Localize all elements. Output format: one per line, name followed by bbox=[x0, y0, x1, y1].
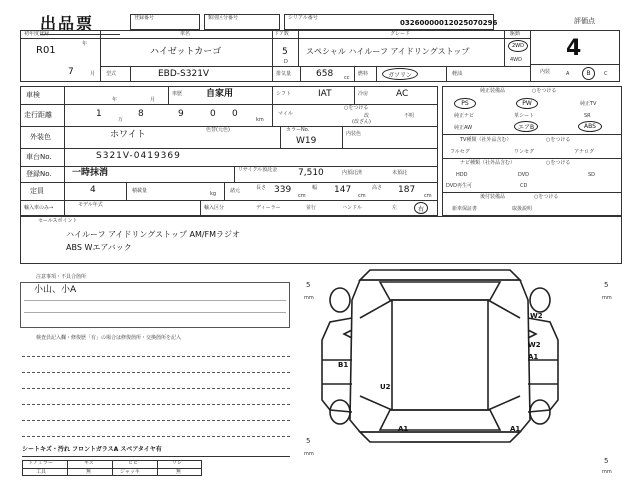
mark-u2: U2 bbox=[380, 383, 391, 391]
tread-fl: 5 bbox=[306, 281, 311, 289]
manual-label: 取扱説明 bbox=[512, 206, 533, 212]
mark-a1-bottom-left: A1 bbox=[398, 425, 409, 433]
navi-dvd-play: DVD再生可 bbox=[446, 183, 473, 189]
tread-fr-mm: mm bbox=[602, 295, 612, 301]
interior-b-circle: B bbox=[582, 67, 595, 80]
year-unit: 年 bbox=[82, 41, 88, 47]
mark-a1-bottom-right: A1 bbox=[510, 425, 521, 433]
navi-sd: SD bbox=[588, 172, 596, 178]
inspection-label: 車検 bbox=[26, 91, 40, 99]
mileage-digit-2: 8 bbox=[138, 109, 144, 119]
ext-color-label: 外装色 bbox=[30, 133, 51, 141]
recycle-paid: 内預託済 bbox=[342, 170, 363, 176]
width-value: 147 bbox=[334, 185, 352, 195]
drive-2wd-circle: 2WD bbox=[508, 40, 528, 52]
model-value: EBD-S321V bbox=[158, 69, 210, 79]
mark-w2-upper: W2 bbox=[530, 312, 543, 320]
sales-line-2: ABS Wエアバック bbox=[66, 243, 132, 252]
color-change-label: 色替(元色) bbox=[206, 127, 230, 133]
import-label: 輸入車のみ→ bbox=[24, 205, 54, 211]
seat-note: シートキズ・汚れ フロントガラスA スペアタイヤ有 bbox=[22, 446, 162, 453]
chassis-value: S321V-0419369 bbox=[96, 151, 181, 161]
reg-number-label: 登録番号 bbox=[134, 15, 155, 21]
fuel-light-oil: 軽油 bbox=[452, 71, 463, 77]
bt-h-crack: ヒビ bbox=[128, 460, 139, 466]
tread-fr: 5 bbox=[604, 281, 609, 289]
unknown-label: 不明 bbox=[404, 113, 415, 119]
tamper-label: 改 bbox=[364, 113, 370, 119]
dealer-label: ディーラー bbox=[256, 205, 281, 211]
shift-label: シフト bbox=[276, 91, 292, 97]
ext-color-value: ホワイト bbox=[110, 130, 146, 140]
car-name-label: 車名 bbox=[180, 31, 191, 37]
mileage-digit-1: 1 bbox=[96, 109, 102, 119]
recycle-value: 7,510 bbox=[298, 168, 324, 178]
grade-score: 4 bbox=[566, 36, 582, 61]
tread-fl-mm: mm bbox=[304, 295, 314, 301]
first-reg-label: 初年度登録 bbox=[24, 31, 50, 37]
recycle-unpaid: 未預託 bbox=[392, 170, 408, 176]
mileage-man: 万 bbox=[118, 117, 124, 123]
handle-right-circle: 右 bbox=[414, 202, 428, 214]
displacement-label: 排気量 bbox=[276, 71, 292, 77]
bt-c-tool: 工具 bbox=[36, 469, 47, 475]
serial-number: 03260000012025070296 bbox=[400, 19, 498, 27]
rear-options-label: 後付装備品 bbox=[480, 194, 506, 200]
model-year-label: モデル年式 bbox=[78, 202, 103, 208]
rear-options-note: ○をつける bbox=[534, 194, 559, 200]
serial-label: シリアル番号 bbox=[288, 15, 318, 21]
int-color-label: 内装色 bbox=[346, 131, 362, 137]
sales-line-1: ハイルーフ アイドリングストップ AM/FMラジオ bbox=[66, 230, 241, 239]
recycle-label: リサイクル預託金 bbox=[238, 167, 278, 173]
handle-label: ハンドル bbox=[342, 205, 363, 211]
cm-unit-3: cm bbox=[424, 193, 432, 199]
displacement-value: 658 bbox=[316, 69, 334, 79]
shift-value: IAT bbox=[318, 89, 332, 99]
bt-h-mirror: ドアミラー bbox=[28, 460, 53, 466]
notes-label: 注意事項・不具合箇所 bbox=[36, 274, 87, 280]
bt-c-none-1: 無 bbox=[86, 469, 92, 475]
doors-value: 5 bbox=[282, 47, 288, 57]
load-label: 積載量 bbox=[132, 188, 148, 194]
interior-c: C bbox=[604, 71, 608, 77]
inspector-label: 検査員記入欄・修復歴「有」の場合は修復箇所・交換箇所を記入 bbox=[36, 335, 182, 341]
color-no-value: W19 bbox=[296, 136, 317, 146]
cm-unit-1: cm bbox=[298, 193, 306, 199]
mark-a1-middle: A1 bbox=[528, 353, 539, 361]
option-ps: PS bbox=[454, 98, 476, 109]
bt-h-break: ワレ bbox=[172, 460, 183, 466]
mileage-circle-note: ○をつける bbox=[344, 105, 369, 111]
navi-dvd: DVD bbox=[518, 172, 530, 178]
navi-kind-note: ○をつける bbox=[546, 160, 571, 166]
grade-value: スペシャル ハイルーフ アイドリングストップ bbox=[306, 47, 470, 56]
option-leather: 革シート bbox=[514, 113, 535, 119]
cc-unit: cc bbox=[344, 75, 350, 81]
mark-b1: B1 bbox=[338, 361, 349, 369]
navi-kind-label: ナビ種類（社外品含む） bbox=[460, 160, 516, 166]
mileage-digit-5: 0 bbox=[232, 109, 238, 119]
first-reg-year: R01 bbox=[36, 45, 56, 56]
use-label: 車歴 bbox=[172, 91, 183, 97]
navi-cd: CD bbox=[520, 183, 528, 189]
tv-kind-label: TV種類（社外品含む） bbox=[460, 137, 512, 143]
mileage-digit-3: 9 bbox=[178, 109, 184, 119]
doors-label: ドア数 bbox=[274, 31, 289, 37]
option-tv: 純正TV bbox=[580, 101, 597, 107]
color-no-label: カラーNo. bbox=[286, 127, 310, 133]
handle-left: 左 bbox=[392, 205, 398, 211]
reg-value: 一時抹消 bbox=[72, 168, 109, 178]
fuel-label: 燃料 bbox=[358, 71, 369, 77]
tamper-sub: (改ざん) bbox=[352, 119, 371, 125]
tread-rl-mm: mm bbox=[304, 451, 314, 457]
use-value: 自家用 bbox=[206, 89, 234, 99]
mile-label: マイル bbox=[278, 111, 293, 117]
warranty-label: 新車保証書 bbox=[452, 206, 478, 212]
options-title: 純正装備品 bbox=[480, 88, 506, 94]
first-reg-month: 7 bbox=[68, 67, 74, 77]
tread-rl: 5 bbox=[306, 437, 311, 445]
bt-c-none-2: 無 bbox=[176, 469, 182, 475]
inspection-month-unit: 月 bbox=[150, 97, 156, 103]
reg-label: 登録No. bbox=[26, 170, 52, 178]
parallel-label: 並行 bbox=[306, 205, 317, 211]
page-title: 出品票 bbox=[40, 14, 95, 33]
chassis-label: 車台No. bbox=[26, 153, 52, 161]
class-number-label: 類別区分番号 bbox=[208, 15, 239, 21]
bt-c-jack: ジャッキ bbox=[120, 469, 140, 475]
navi-hdd: HDD bbox=[456, 172, 468, 178]
model-label: 型式 bbox=[106, 71, 117, 77]
cm-unit-2: cm bbox=[358, 193, 366, 199]
interior-label: 内装 bbox=[540, 69, 551, 75]
mark-w2-middle: W2 bbox=[528, 341, 541, 349]
option-aw: 純正AW bbox=[454, 125, 473, 131]
drive-label: 駆動 bbox=[510, 31, 521, 37]
tv-analog: アナログ bbox=[574, 149, 595, 155]
doors-sub: D bbox=[284, 59, 288, 65]
tv-oneseg: ワンセグ bbox=[514, 149, 535, 155]
interior-a: A bbox=[566, 71, 570, 77]
length-value: 339 bbox=[274, 185, 292, 195]
regist-label: 諸元 bbox=[230, 188, 241, 194]
notes-text: 小山、小A bbox=[34, 285, 77, 295]
option-abs: ABS bbox=[578, 121, 602, 132]
import-type-label: 輸入区分 bbox=[204, 205, 225, 211]
height-label: 高さ bbox=[372, 185, 383, 191]
option-navi: 純正ナビ bbox=[454, 113, 475, 119]
car-name-value: ハイゼットカーゴ bbox=[150, 47, 222, 57]
aircon-label: 冷房 bbox=[358, 91, 369, 97]
inspection-year-unit: 年 bbox=[112, 97, 118, 103]
sales-point-label: セールスポイント bbox=[38, 218, 78, 224]
load-unit: kg bbox=[210, 191, 217, 197]
capacity-label: 定員 bbox=[30, 187, 44, 195]
grade-score-label: 評価点 bbox=[574, 17, 595, 25]
capacity-value: 4 bbox=[90, 185, 96, 195]
height-value: 187 bbox=[398, 185, 416, 195]
option-pw: PW bbox=[516, 98, 538, 109]
month-unit: 月 bbox=[90, 71, 96, 77]
tv-kind-note: ○をつける bbox=[546, 137, 571, 143]
tread-rr-mm: mm bbox=[602, 469, 612, 475]
length-label: 長さ bbox=[256, 185, 267, 191]
options-title-note: ○をつける bbox=[532, 88, 557, 94]
grade-label: グレード bbox=[390, 31, 411, 37]
tread-rr: 5 bbox=[604, 457, 609, 465]
option-airbag: エアB bbox=[514, 121, 538, 132]
mileage-label: 走行距離 bbox=[24, 111, 52, 119]
drive-4wd: 4WD bbox=[510, 57, 522, 63]
mileage-digit-4: 0 bbox=[210, 109, 216, 119]
tv-fullseg: フルセグ bbox=[450, 149, 470, 155]
width-label: 幅 bbox=[312, 185, 318, 191]
bt-h-scratch: キズ bbox=[84, 460, 94, 466]
fuel-gasoline-circle: ガソリン bbox=[382, 68, 418, 80]
aircon-value: AC bbox=[396, 89, 409, 99]
mileage-km: km bbox=[256, 117, 264, 123]
option-sr: SR bbox=[584, 113, 591, 119]
